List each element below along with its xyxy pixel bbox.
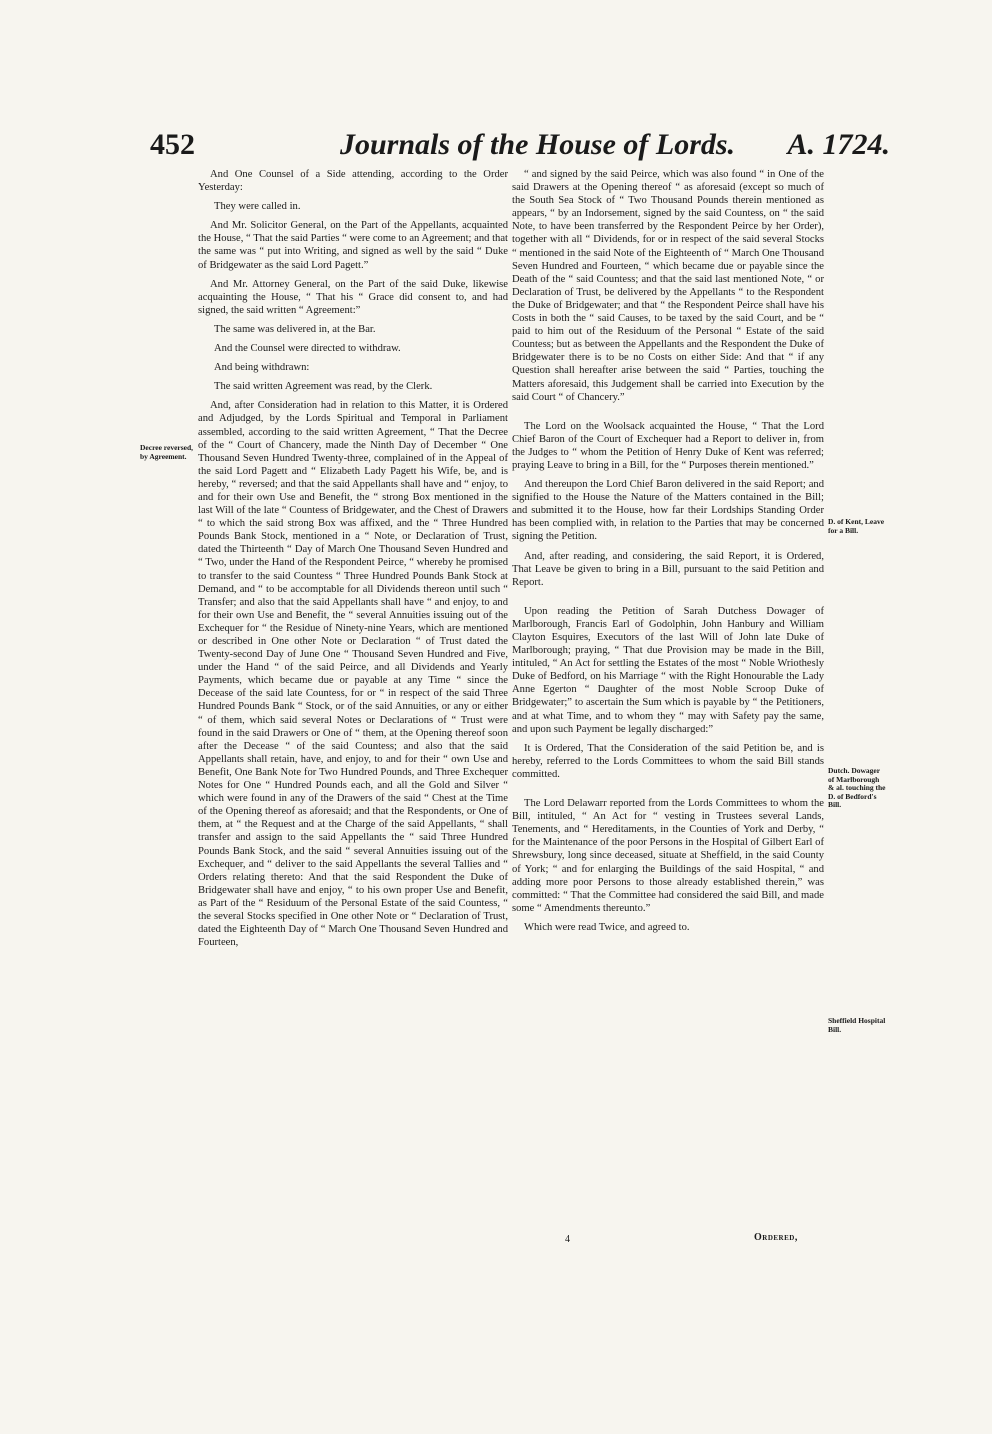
paragraph: And thereupon the Lord Chief Baron delivered in the said Report; and signified to the House the Nature of the Matters contained in the Bill; and submitted it to the House, how far their Lordships Standing Order has been complied with, in relation to the Parties that may be concerned signing the Petition. — [512, 479, 824, 543]
paragraph: And the Counsel were directed to withdraw. — [214, 343, 401, 355]
paragraph: It is Ordered, That the Consideration of the said Petition be, and is hereby, referred to the Lords Committees to whom the said Bill stands committed. — [512, 742, 824, 780]
margin-note-kent: D. of Kent, Leave for a Bill. — [828, 517, 885, 535]
paragraph: The Lord Delawarr reported from the Lords Committees to whom the Bill, intituled, “ An Act for “ vesting in Trustees several Lands, Tenements, and “ Hereditaments, in the Counties of York and Derby, “ for the Maintenance of the poor Persons in the Hospital of Gilbert Earl of Shrewsbury, long since deceased, situate at Sheffield, in the said County of York; “ and for enlarging the Buildings of the said Hospital, “ and adding more poor Persons to those already established therein,” was committed: “ That the Committee had considered the said Bill, and made some “ Amendments thereunto.” — [512, 798, 824, 914]
paragraph: “ and signed by the said Peirce, which was also found “ in One of the said Drawers at the Opening thereof “ as aforesaid (except so much of the South Sea Stock of “ Two Thousand Pounds therein mentioned as appears, “ by an Indorsement, signed by the said Countess, on “ the said Note, to have been transferred by the Respondent Peirce by her Order), together with all “ Dividends, for or in respect of the said several Stocks “ mentioned in the said Note of the Eighteenth of “ March One Thousand Seven Hundred and Fourteen, “ which became due or payable since the Death of the “ said Countess; and that the said last mentioned Note, “ or Declaration of Trust, be delivered by the Appellants “ to the Respondent the Duke of Bridgewater; and that “ the Respondent Peirce shall have his Costs in both the “ said Causes, to be taxed by the said Court, and be “ paid to him out of the Residuum of the Personal “ Estate of the said Countess; but as between the Appellants and the Respondent the Duke of Bridgewater there is to be no Costs on either Side: And that “ if any Question shall hereafter arise between the said “ Parties, touching the Matters aforesaid, this Judgement shall be carried into Execution by the said Court “ of Chancery.” — [512, 169, 824, 403]
margin-note-sheffield: Sheffield Hospital Bill. — [828, 1016, 886, 1034]
paragraph: The same was delivered in, at the Bar. — [214, 323, 376, 335]
paragraph: And Mr. Solicitor General, on the Part of the Appellants, acquainted the House, “ That the said Parties “ were come to an Agreement; and that the same was “ put into Writing, and signed as well by the said “ Duke of Bridgewater as the said Lord Pagett.” — [198, 220, 508, 271]
signature-mark: 4 — [565, 1234, 570, 1245]
page-title: Journals of the House of Lords. — [340, 128, 736, 161]
paragraph: And Mr. Attorney General, on the Part of the said Duke, likewise acquainting the House, “ That his “ Grace did consent to, and had signed, the said written “ Agreement:” — [198, 278, 508, 316]
paragraph: They were called in. — [214, 201, 301, 213]
paragraph: And, after reading, and considering, the said Report, it is Ordered, That Leave be given to bring in a Bill, pursuant to the said Petition and Report. — [512, 550, 824, 588]
paragraph: And being withdrawn: — [214, 362, 310, 374]
margin-note-decree: Decree reversed, by Agreement. — [140, 443, 194, 461]
page-header — [150, 128, 890, 168]
right-column — [512, 168, 824, 940]
paragraph: The said written Agreement was read, by the Clerk. — [214, 381, 433, 393]
margin-note-marlborough: Dutch. Dowager of Marlborough & al. touching the D. of Bedford's Bill. — [828, 766, 886, 809]
paragraph: And One Counsel of a Side attending, according to the Order Yesterday: — [198, 169, 508, 194]
page-number: 452 — [150, 128, 195, 161]
paragraph: Which were read Twice, and agreed to. — [524, 921, 690, 933]
page-year: A. 1724. — [787, 128, 890, 161]
catchword: Ordered, — [754, 1232, 798, 1243]
left-column — [198, 168, 508, 955]
paragraph: The Lord on the Woolsack acquainted the House, “ That the Lord Chief Baron of the Court of Exchequer had a Report to deliver in, from the Judges to “ whom the Petition of Henry Duke of Kent was referred; praying Leave to bring in a Bill, for the “ Purposes therein mentioned.” — [512, 420, 824, 471]
paragraph: Upon reading the Petition of Sarah Dutchess Dowager of Marlborough, Francis Earl of Godolphin, John Hanbury and William Clayton Esquires, Executors of the last Will of John late Duke of Marlborough; praying, “ That due Provision may be made in the Bill, intituled, “ An Act for settling the Estates of the most “ Noble Wriothesly Duke of Bedford, on his Marriage “ with the Right Honourable the Lady Anne Egerton “ Daughter of the most Noble Scroop Duke of Bridgewater;” to ascertain the Sum which is payable by “ the Petitioners, and at what Time, and to whom they “ may with Safety pay the same, and upon such Payment be legally discharged:” — [512, 605, 824, 735]
paragraph: And, after Consideration had in relation to this Matter, it is Ordered and Adjudged, by the Lords Spiritual and Temporal in Parliament assembled, according to the said written Agreement, “ That the Decree of the “ Court of Chancery, made the Ninth Day of December “ One Thousand Seven Hundred Twenty-three, complained of in the Appeal of the said Lord Pagett and “ Elizabeth Lady Pagett his Wife, be, and is hereby, “ reversed; and that the said Appellants shall have and “ enjoy, to and for their own Use and Benefit, the “ strong Box mentioned in the last Will of the late “ Countess of Bridgewater, and the Chest of Drawers “ to which the said strong Box was affixed, and the “ Three Hundred Pounds Bank Stock, mentioned in a “ Note, or Declaration of Trust, dated the Thirteenth “ Day of March One Thousand Seven Hundred and “ Two, under the Hand of the Respondent Peirce, “ whereby he promised to transfer to the said Countess “ Three Hundred Pounds Bank Stock at Demand, and “ to be accomptable for all Dividends thereon until such “ Transfer; and also that the said Appellants shall have “ and enjoy, to and for their own Use and Benefit, the “ several Annuities issuing out of the Exchequer for “ the Residue of Ninety-nine Years, which are mentioned or described in One other Note or Declaration “ of Trust dated the Twenty-second Day of June One “ Thousand Seven Hundred and Five, under the Hand “ of the said Peirce, and all Dividends and Yearly Payments, which became due or payable at any Time “ since the Decease of the said late Countess, for or “ in respect of the said Three Hundred Pounds Bank “ Stock, or of the said Annuities, or any or either “ of them, which said several Notes or Declarations of “ Trust were found in the said Drawers or One of “ them, at the Opening thereof soon after the Decease “ of the said Countess; and also that the said Appellants shall retain, have, and enjoy, to and for their “ own Use and Benefit, One Bank Note for Two Hundred Pounds, and Three Exchequer Notes for One “ Hundred Pounds each, and all the Gold and Silver “ which were found in any of the Drawers of the said “ Chest at the Time of the Opening thereof as aforesaid; and that the Respondents, or One of them, at “ the Request and at the Charge of the said Appellants, “ shall transfer and assign to the said Appellants the “ said Three Hundred Pounds Bank Stock, and the said “ several Annuities issuing out of the Exchequer, and “ deliver to the said Appellants the several Tallies and “ Orders relating thereto: And that the said Respondent the Duke of Bridgewater shall have and enjoy, “ to his own proper Use and Benefit, as Part of the “ Residuum of the Personal Estate of the said Countess, “ the several Stocks specified in One other Note or “ Declaration of Trust, dated the Eighteenth Day of “ March One Thousand Seven Hundred and Fourteen, — [198, 400, 508, 949]
